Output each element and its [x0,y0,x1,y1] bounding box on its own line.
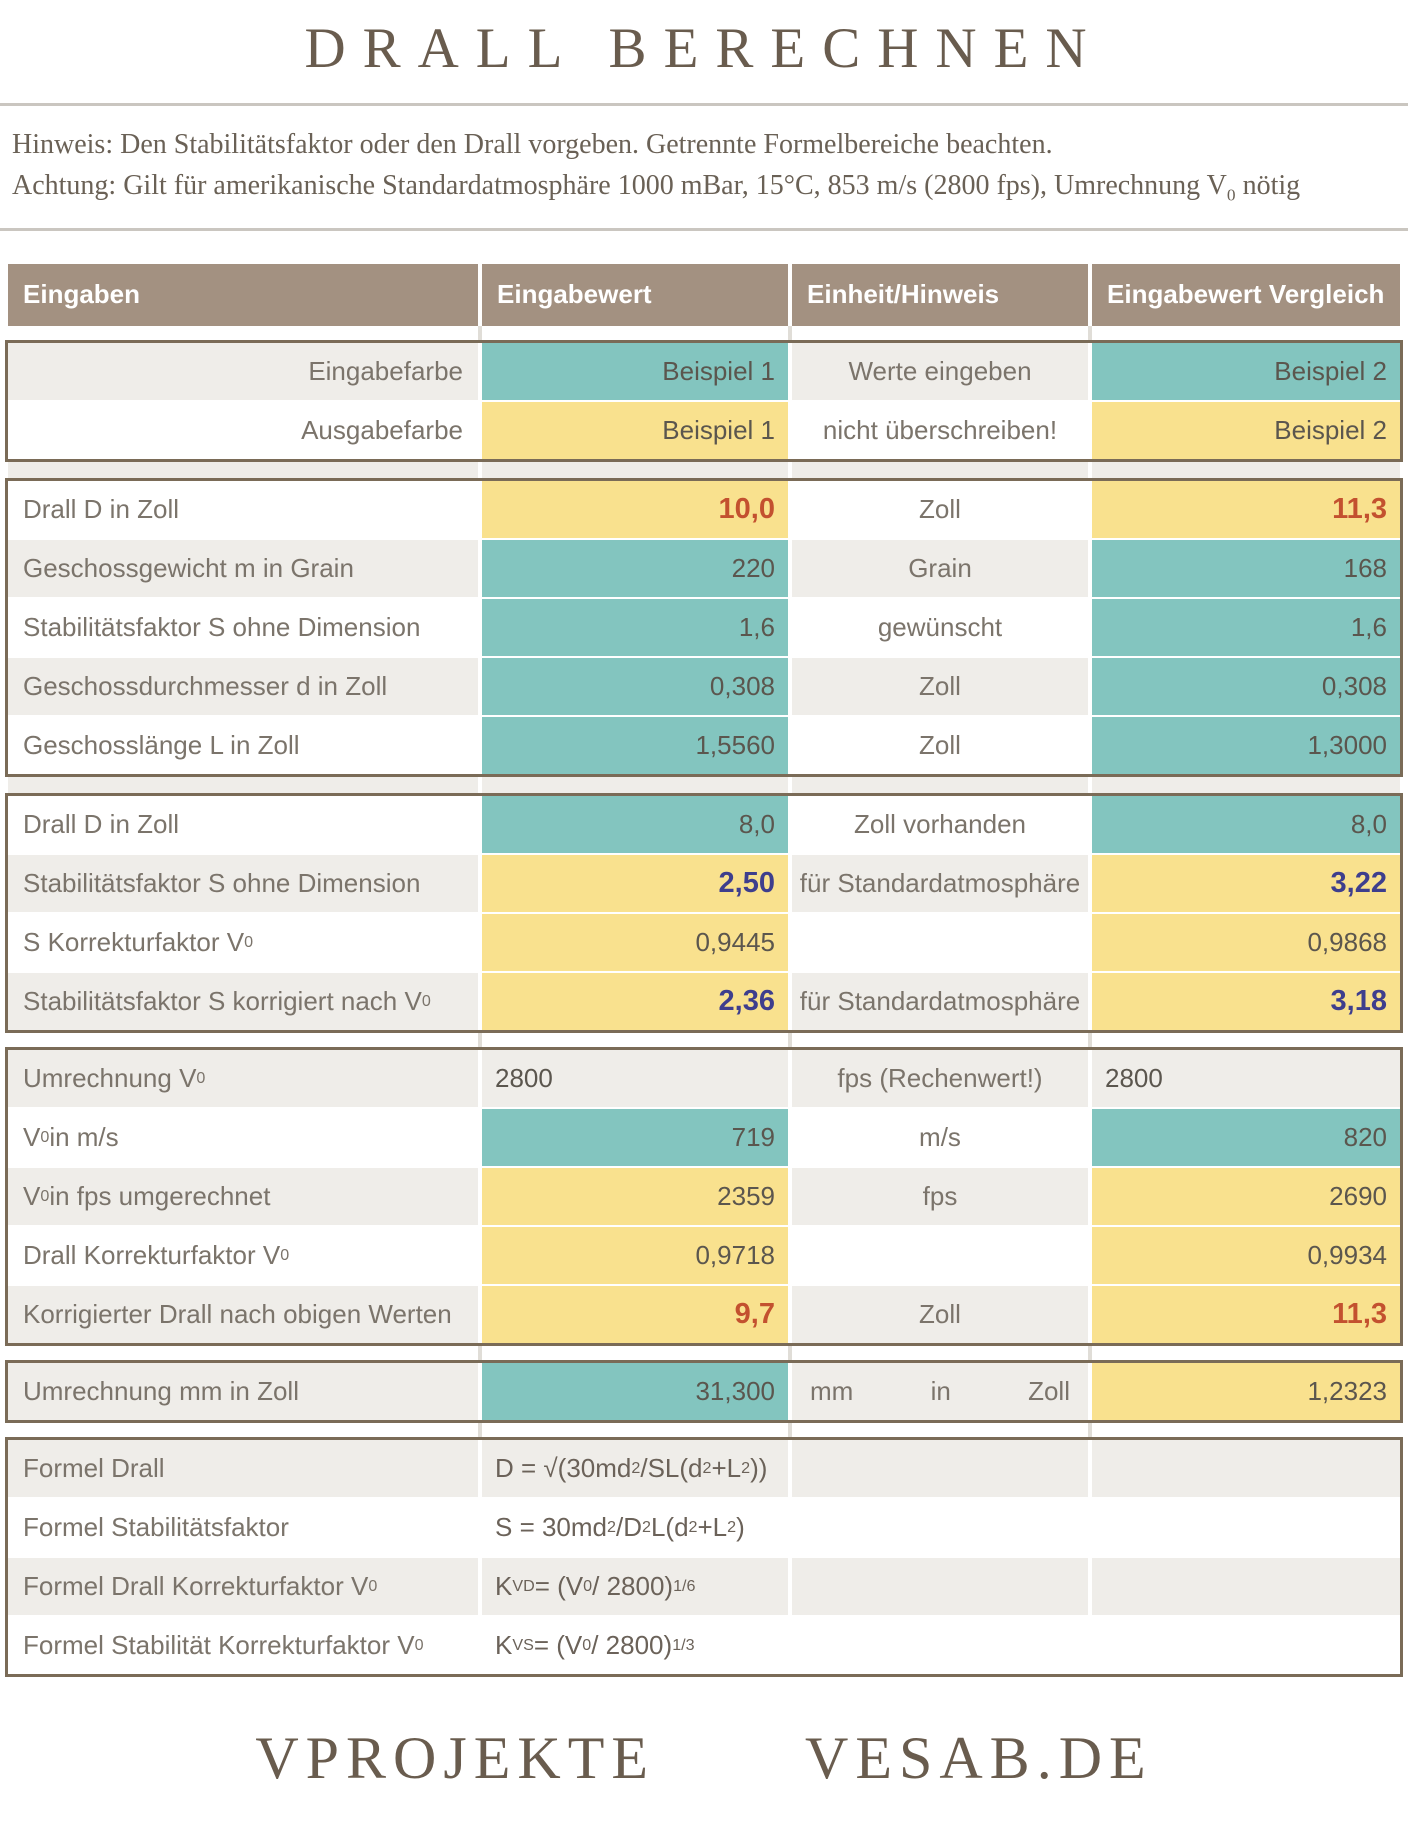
row-label: Formel Drall [8,1440,478,1497]
row-label: Formel Drall Korrekturfaktor V 0 [8,1558,478,1615]
unit-note [792,1363,1088,1420]
compare-output-value: 3,18 [1092,973,1400,1030]
compare-output-value: 0,9934 [1092,1227,1400,1284]
unit-note: Grain [792,540,1088,597]
column-divider [478,1423,482,1437]
table-row [8,402,1400,459]
formula-text: S = 30md 2 /D 2 L(d 2 +L 2 ) [482,1499,788,1556]
compare-input-value[interactable]: 820 [1092,1109,1400,1166]
table-row [8,1558,1400,1615]
legend-output-swatch-compare: Beispiel 2 [1092,402,1400,459]
compare-output-value: 11,3 [1092,1286,1400,1343]
empty-cell [792,1499,1088,1556]
footer [0,1724,1408,1793]
unit-note: für Standardatmosphäre [792,973,1088,1030]
row-label: Stabilitätsfaktor S ohne Dimension [8,855,478,912]
stability-section [8,796,1400,1030]
row-label: Geschosslänge L in Zoll [8,717,478,774]
output-value: 0,9718 [482,1227,788,1284]
unit-part: mm [810,1375,854,1406]
column-header-eingabewert: Eingabewert [482,264,788,326]
empty-cell [792,1558,1088,1615]
input-value[interactable]: 1,6 [482,599,788,656]
unit-note: fps (Rechenwert!) [792,1050,1088,1107]
column-header-einheit-hinweis: Einheit/Hinweis [792,264,1088,326]
table-row [8,343,1400,400]
empty-cell [792,1440,1088,1497]
table-row [8,1363,1400,1420]
formula-text: K VS = (V 0 / 2800) 1/3 [482,1617,788,1674]
output-value: 0,9445 [482,914,788,971]
table-row [8,1109,1400,1166]
row-label: Umrechnung mm in Zoll [8,1363,478,1420]
row-label: V 0 in m/s [8,1109,478,1166]
input-value[interactable]: 0,308 [482,658,788,715]
conversion-section [8,1363,1400,1420]
legend-output-swatch: Beispiel 1 [482,402,788,459]
hint-line-1: Hinweis: Den Stabilitätsfaktor oder den Drall vorgeben. Getrennte Formelbereiche beachten. [12,129,1053,160]
footer-brand-left: VPROJEKTE [255,1724,655,1791]
table-row [8,1168,1400,1225]
row-label: Formel Stabilität Korrekturfaktor V 0 [8,1617,478,1674]
unit-part: in [930,1375,951,1406]
row-label: Drall D in Zoll [8,481,478,538]
row-label: Umrechnung V 0 [8,1050,478,1107]
column-divider [1088,1423,1092,1437]
formula-text: D = √(30md 2 /SL(d 2 +L 2 )) [482,1440,788,1497]
table-row [8,1286,1400,1343]
unit-note: nicht überschreiben! [792,402,1088,459]
column-header-eingaben: Eingaben [8,264,478,326]
formulas-section [8,1440,1400,1674]
spacer-row [8,1033,1400,1047]
column-divider [788,1033,792,1047]
fixed-value: 2800 [482,1050,788,1107]
empty-cell [1092,1499,1400,1556]
footer-brand-right: VESAB.DE [805,1724,1153,1791]
table-row [8,481,1400,538]
spacer-row [8,777,1400,793]
legend-input-swatch: Beispiel 1 [482,343,788,400]
input-value[interactable]: 8,0 [482,796,788,853]
divider [0,228,1408,231]
legend-section [8,343,1400,459]
row-label: Eingabefarbe [8,343,478,400]
velocity-section [8,1050,1400,1343]
unit-note: Zoll [792,481,1088,538]
divider [0,103,1408,106]
spacer-row [8,1346,1400,1360]
unit-note: Zoll vorhanden [792,796,1088,853]
column-divider [1088,1033,1092,1047]
compare-input-value[interactable]: 168 [1092,540,1400,597]
column-divider [1088,1346,1092,1360]
row-label: S Korrekturfaktor V 0 [8,914,478,971]
unit-note [792,1227,1088,1284]
row-label: Drall Korrekturfaktor V 0 [8,1227,478,1284]
empty-cell [792,1617,1088,1674]
input-value[interactable]: 1,5560 [482,717,788,774]
table-row [8,1499,1400,1556]
unit-note [792,914,1088,971]
row-label: Geschossdurchmesser d in Zoll [8,658,478,715]
column-divider [788,1423,792,1437]
table-row [8,796,1400,853]
inputs-section [8,481,1400,774]
row-label: Geschossgewicht m in Grain [8,540,478,597]
row-label: Stabilitätsfaktor S ohne Dimension [8,599,478,656]
compare-input-value[interactable]: 8,0 [1092,796,1400,853]
output-value: 10,0 [482,481,788,538]
unit-note: Werte eingeben [792,343,1088,400]
compare-output-value: 3,22 [1092,855,1400,912]
table-row [8,973,1400,1030]
column-header-eingabewert-vergleich: Eingabewert Vergleich [1092,264,1400,326]
unit-note: m/s [792,1109,1088,1166]
input-value[interactable]: 719 [482,1109,788,1166]
row-label: V 0 in fps umgerechnet [8,1168,478,1225]
compare-input-value[interactable]: 1,6 [1092,599,1400,656]
calc-table [8,264,1400,1674]
compare-output-value: 11,3 [1092,481,1400,538]
input-value[interactable]: 220 [482,540,788,597]
row-label: Stabilitätsfaktor S korrigiert nach V 0 [8,973,478,1030]
compare-output-value: 1,2323 [1092,1363,1400,1420]
compare-fixed-value: 2800 [1092,1050,1400,1107]
unit-note: fps [792,1168,1088,1225]
compare-output-value: 2690 [1092,1168,1400,1225]
table-row [8,1050,1400,1107]
table-row [8,658,1400,715]
unit-part: Zoll [1028,1375,1070,1406]
output-value: 2,36 [482,973,788,1030]
column-divider [478,326,482,340]
output-value: 2,50 [482,855,788,912]
table-header-row [8,264,1400,326]
output-value: 2359 [482,1168,788,1225]
column-divider [478,1033,482,1047]
spacer-row [8,462,1400,478]
output-value: 9,7 [482,1286,788,1343]
row-label: Formel Stabilitätsfaktor [8,1499,478,1556]
unit-note: Zoll [792,658,1088,715]
table-row [8,717,1400,774]
table-row [8,540,1400,597]
row-label: Drall D in Zoll [8,796,478,853]
column-divider [788,1346,792,1360]
table-row [8,855,1400,912]
compare-output-value: 0,9868 [1092,914,1400,971]
spacer-row [8,326,1400,340]
column-divider [478,1346,482,1360]
hint-block [12,124,1396,216]
unit-note: für Standardatmosphäre [792,855,1088,912]
empty-cell [1092,1440,1400,1497]
row-label: Ausgabefarbe [8,402,478,459]
compare-input-value[interactable]: 0,308 [1092,658,1400,715]
empty-cell [1092,1617,1400,1674]
column-divider [788,326,792,340]
unit-note: Zoll [792,717,1088,774]
legend-input-swatch-compare: Beispiel 2 [1092,343,1400,400]
compare-input-value[interactable]: 1,3000 [1092,717,1400,774]
spacer-row [8,1423,1400,1437]
table-row [8,599,1400,656]
table-row [8,914,1400,971]
page-title: DRALL BERECHNEN [304,17,1104,80]
table-row [8,1227,1400,1284]
row-label: Korrigierter Drall nach obigen Werten [8,1286,478,1343]
formula-text: K VD = (V 0 / 2800) 1/6 [482,1558,788,1615]
unit-note: Zoll [792,1286,1088,1343]
unit-note: gewünscht [792,599,1088,656]
column-divider [1088,326,1092,340]
hint-line-2: Achtung: Gilt für amerikanische Standardatmosphäre 1000 mBar, 15°C, 853 m/s (2800 fps), Umrechnung $V_0$ nötig [12,170,1301,205]
table-row [8,1617,1400,1674]
empty-cell [1092,1558,1400,1615]
table-row [8,1440,1400,1497]
input-value[interactable]: 31,300 [482,1363,788,1420]
